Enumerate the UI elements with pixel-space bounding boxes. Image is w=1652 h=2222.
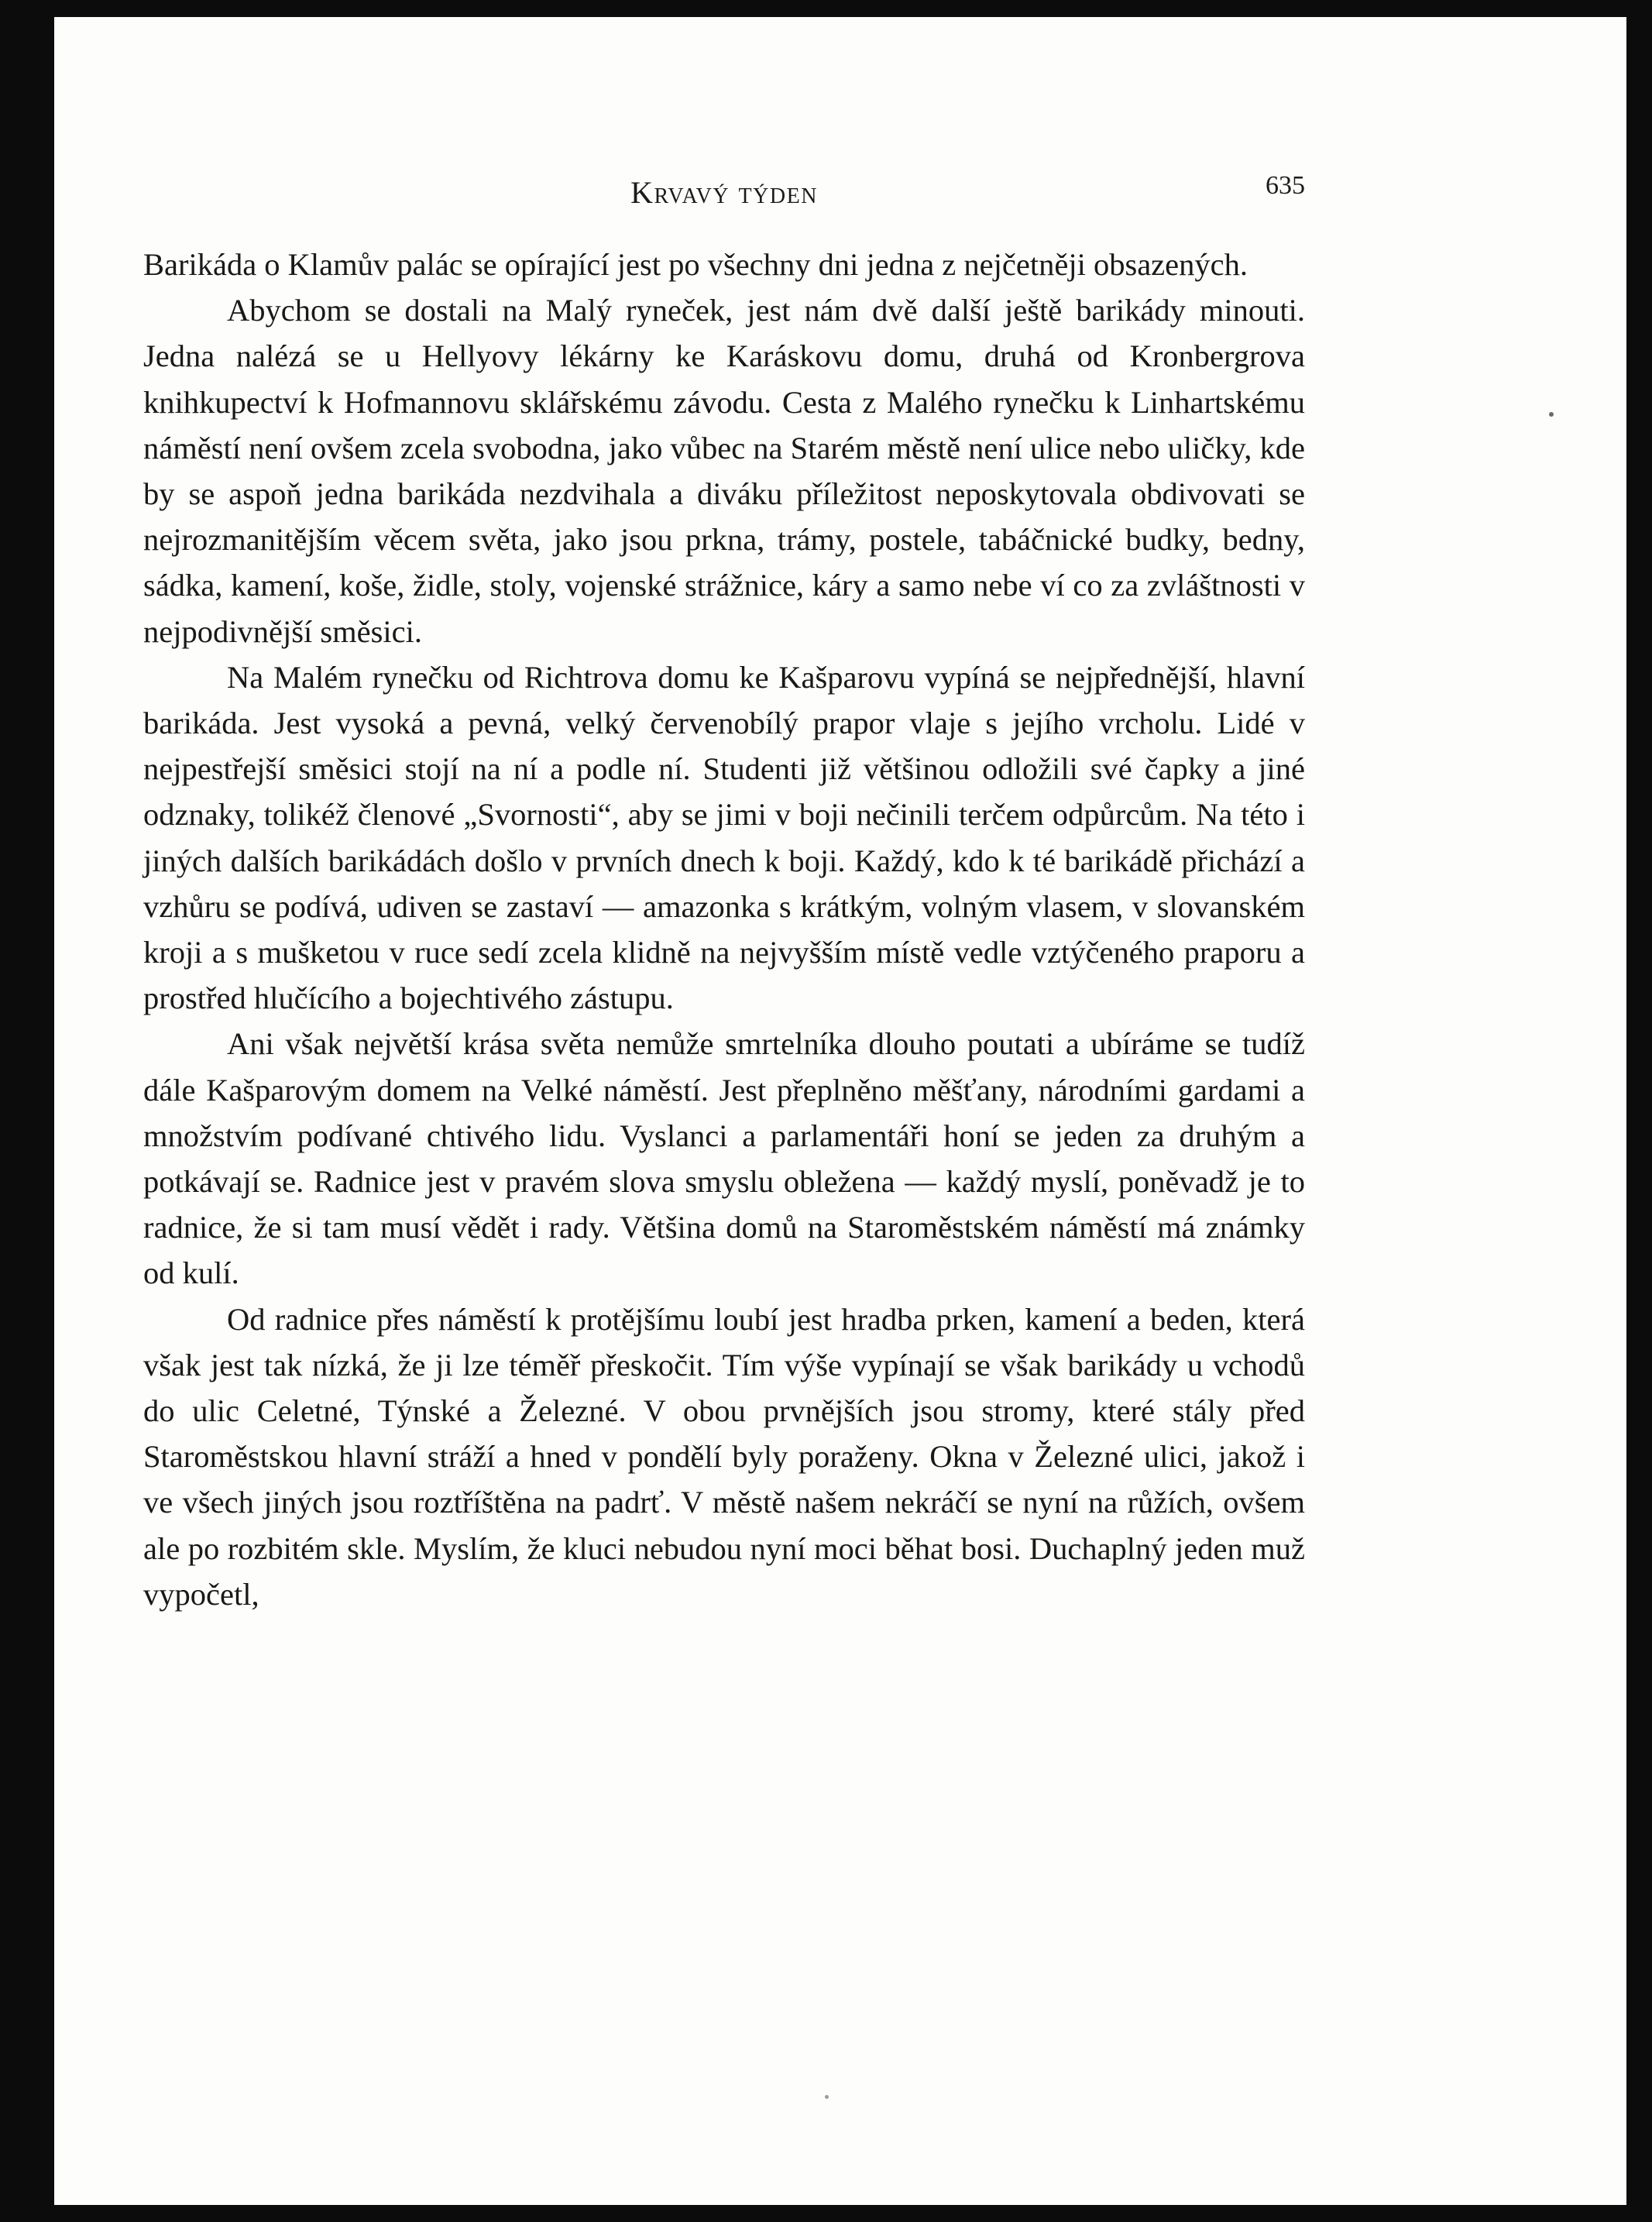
paragraph: Barikáda o Klamův palác se opírající jest po všechny dni jedna z nejčetněji obsazených.: [143, 247, 1248, 282]
paragraph: Ani však největší krása světa nemůže smrtelníka dlouho poutati a ubíráme se tudíž dále Kašparovým domem na Velké náměstí. Jest přeplněno měšťany, národními gardami a množstvím podívané chtivého lidu. Vyslanci a parlamentáři honí se jeden za druhým a potkávají se. Radnice jest v pravém slova smyslu obležena — každý myslí, poněvadž je to radnice, že si tam musí vědět i rady. Většina domů na Staroměstském náměstí má známky od kulí.: [143, 1026, 1305, 1291]
paragraph: Od radnice přes náměstí k protějšímu loubí jest hradba prken, kamení a beden, která však jest tak nízká, že ji lze téměř přeskočit. Tím výše vypínají se však barikády u vchodů do ulic Celetné, Týnské a Železné. V obou prvnějších jsou stromy, které stály před Staroměstskou hlavní stráží a hned v pondělí byly poraženy. Okna v Železné ulici, jakož i ve všech jiných jsou roztříštěna na padrť. V městě našem nekráčí se nyní na růžích, ovšem ale po rozbitém skle. Myslím, že kluci nebudou nyní moci běhat bosi. Duchaplný jeden muž vypočetl,: [143, 1301, 1305, 1612]
ink-speck: [1549, 412, 1554, 417]
running-title: Krvavý týden: [630, 175, 818, 210]
body-text: [143, 242, 1305, 1617]
page-header: [143, 159, 1305, 213]
page-number: 635: [1266, 171, 1305, 200]
paragraph: Abychom se dostali na Malý ryneček, jest nám dvě další ještě barikády minouti. Jedna nalézá se u Hellyovy lékárny ke Karáskovu domu, druhá od Kronbergrova knihkupectví k Hofmannovu sklářskému závodu. Cesta z Malého rynečku k Linhartskému náměstí není ovšem zcela svobodna, jako vůbec na Starém městě není ulice nebo uličky, kde by se aspoň jedna barikáda nezdvihala a diváku příležitost neposkytovala obdivovati se nejrozmanitějším věcem světa, jako jsou prkna, trámy, postele, tabáčnické budky, bedny, sádka, kamení, koše, židle, stoly, vojenské strážnice, káry a samo nebe ví co za zvláštnosti v nejpodivnější směsici.: [143, 293, 1305, 649]
paragraph: Na Malém rynečku od Richtrova domu ke Kašparovu vypíná se nejpřednější, hlavní barikáda. Jest vysoká a pevná, velký červenobílý prapor vlaje s jejího vrcholu. Lidé v nejpestřejší směsici stojí na ní a podle ní. Studenti již většinou odložili své čapky a jiné odznaky, tolikéž členové „Svornosti“, aby se jimi v boji nečinili terčem odpůrcům. Na této i jiných dalších barikádách došlo v prvních dnech k boji. Každý, kdo k té barikádě přichází a vzhůru se podívá, udiven se zastaví — amazonka s krátkým, volným vlasem, v slovanském kroji a s mušketou v ruce sedí zcela klidně na nejvyšším místě vedle vztýčeného praporu a prostřed hlučícího a bojechtivého zástupu.: [143, 659, 1305, 1016]
ink-speck: [825, 2095, 829, 2099]
